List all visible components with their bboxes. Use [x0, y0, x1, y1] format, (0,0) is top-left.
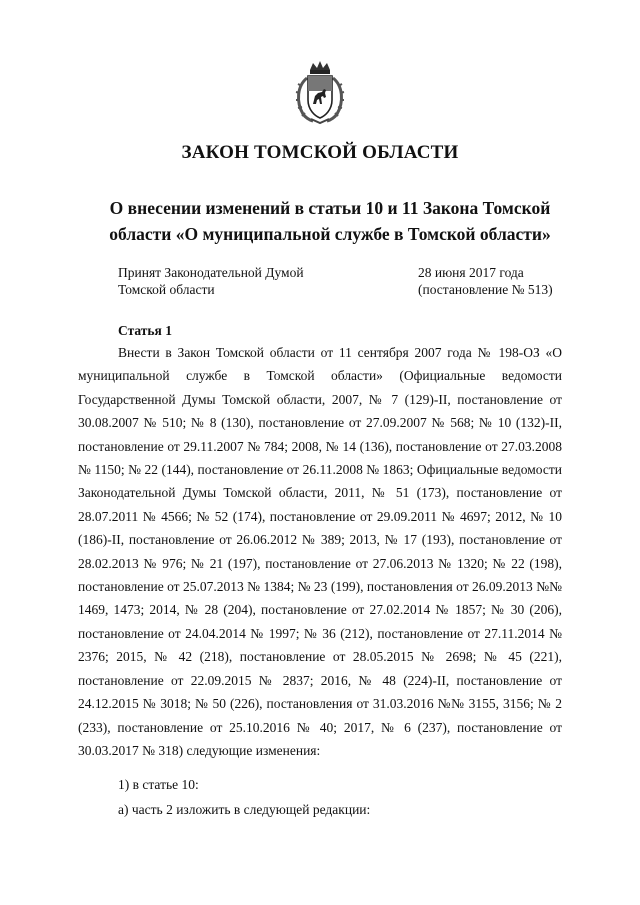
resolution-number: (постановление № 513)	[418, 282, 553, 297]
article-heading: Статья 1	[118, 323, 172, 338]
adopted-by	[118, 264, 368, 298]
adoption-date	[418, 264, 618, 298]
article-item-1: 1) в статье 10:	[118, 777, 199, 792]
law-subject-line-1: О внесении изменений в статьи 10 и 11 Закона Томской	[109, 198, 551, 218]
law-subject	[60, 195, 600, 247]
article-item-2: а) часть 2 изложить в следующей редакции:	[118, 802, 371, 817]
article-body-paragraph: Внести в Закон Томской области от 11 сентября 2007 года № 198-ОЗ «О муниципальной службе в Томской области» (Официальные ведомости Государственной Думы Томской области, 2007, № 7 (129)-II, постановление от 30.08.2007 № 510; № 8 (130), постановление от 27.09.2007 № 568; № 10 (132)-II, постановление от 29.11.2007 № 784; 2008, № 14 (136), постановление от 27.03.2008 № 1150; № 22 (144), постановление от 26.11.2008 № 1863; Официальные ведомости Законодательной Думы Томской области, 2011, № 51 (173), постановление от 28.07.2011 № 4566; № 52 (174), постановление от 29.09.2011 № 4697; 2012, № 10 (186)-II, постановление от 26.06.2012 № 389; 2013, № 17 (193), постановление от 28.02.2013 № 976; № 21 (197), постановление от 27.06.2013 № 1320; № 22 (198), постановление от 25.07.2013 № 1384; № 23 (199), постановления от 26.09.2013 №№ 1469, 1473; 2014, № 28 (204), постановление от 27.02.2014 № 1857; № 30 (206), постановление от 24.04.2014 № 1997; № 36 (212), постановление от 27.11.2014 № 2376; 2015, № 42 (218), постановление от 28.05.2015 № 2698; № 45 (221), постановление от 22.09.2015 № 2837; 2016, № 48 (224)-II, постановление от 24.12.2015 № 3018; № 50 (226), постановления от 31.03.2016 №№ 3155, 3156; № 2 (233), постановление от 25.10.2016 № 40; 2017, № 6 (237), постановление от 30.03.2017 № 318) следующие изменения:	[78, 345, 562, 758]
law-title: ЗАКОН ТОМСКОЙ ОБЛАСТИ	[181, 142, 459, 163]
tomsk-coat-of-arms-icon	[293, 60, 347, 126]
adopted-by-line-2: Томской области	[118, 282, 215, 297]
law-subject-line-2: области «О муниципальной службе в Томской области»	[109, 224, 551, 244]
adopted-by-line-1: Принят Законодательной Думой	[118, 265, 304, 280]
adoption-date-line: 28 июня 2017 года	[418, 265, 524, 280]
